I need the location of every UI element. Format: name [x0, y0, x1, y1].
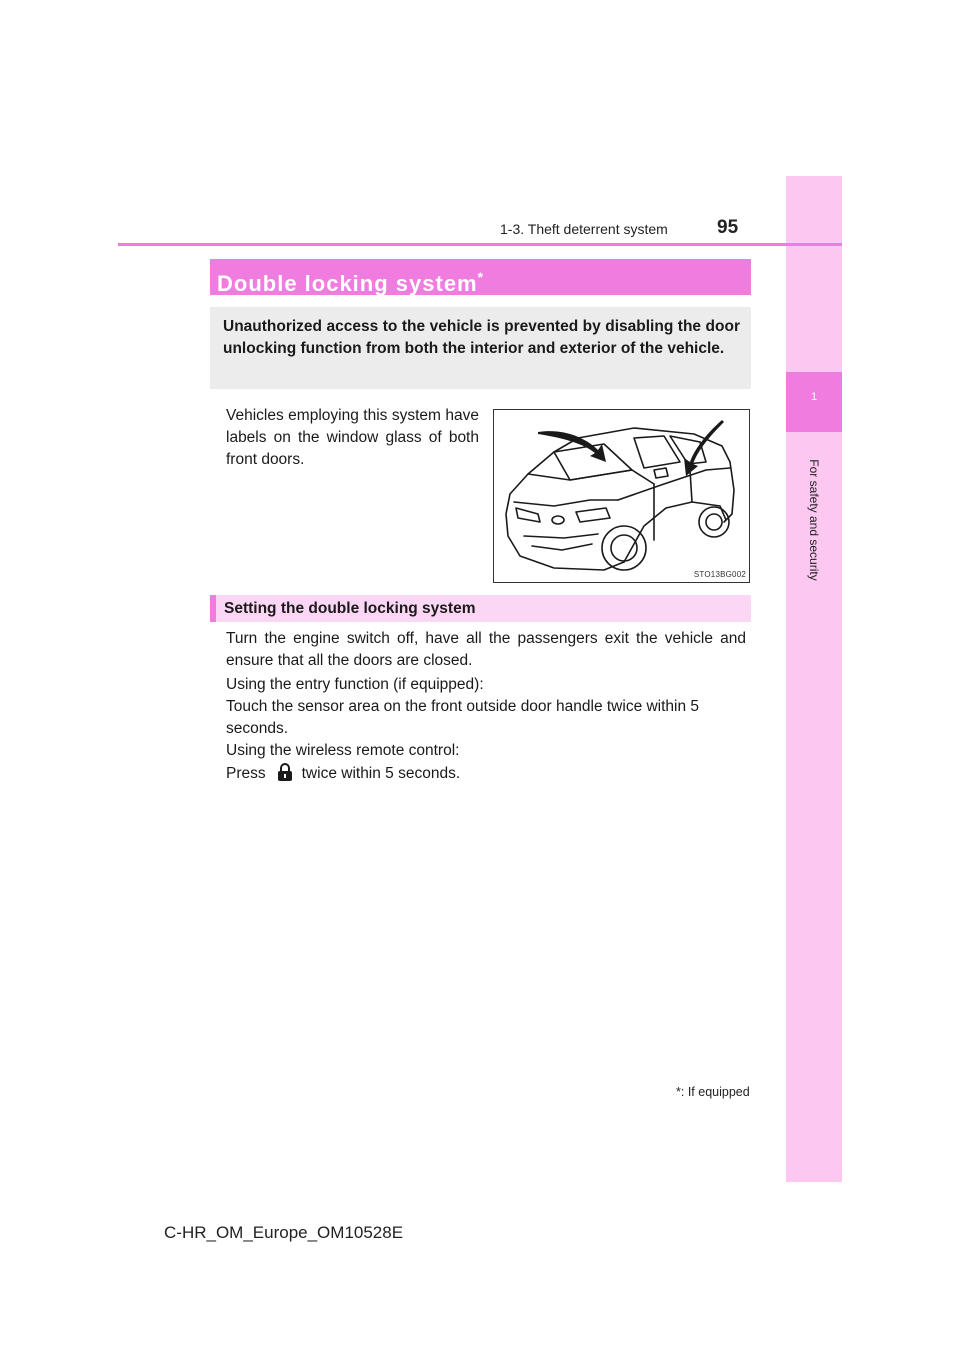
car-illustration-figure — [493, 409, 750, 583]
step-remote-heading: Using the wireless remote control: — [226, 742, 460, 759]
subsection-title: Setting the double locking system — [210, 595, 751, 622]
locking-steps — [226, 674, 746, 785]
step-entry-instruction: Touch the sensor area on the front outside door handle twice within 5 seconds. — [226, 698, 700, 737]
press-text: Press — [226, 765, 266, 782]
paragraph-labels: Vehicles employing this system have labels on the window glass of both front doors. — [226, 407, 479, 468]
chapter-title-vertical: For safety and security — [807, 459, 821, 581]
document-code: C-HR_OM_Europe_OM10528E — [164, 1223, 404, 1242]
page-title — [210, 259, 751, 295]
section-header: 1-3. Theft deterrent system — [500, 221, 668, 237]
chapter-number: 1 — [810, 391, 818, 403]
press-suffix-text: twice within 5 seconds. — [301, 765, 461, 782]
header-divider — [118, 243, 842, 246]
chapter-number-tab[interactable] — [786, 372, 842, 432]
footnote — [676, 1085, 750, 1099]
page-title-text: Double locking system — [217, 271, 478, 296]
if-equipped-mark: * — [477, 269, 485, 285]
intro-summary: Unauthorized access to the vehicle is prevented by disabling the door unlocking function from both the interior and exterior of the vehicle. — [210, 307, 751, 389]
footnote-mark: * — [676, 1085, 681, 1099]
footnote-text: : If equipped — [680, 1085, 750, 1099]
chapter-side-tab — [786, 176, 842, 1182]
car-with-arrows-icon — [494, 410, 749, 582]
lock-icon — [276, 762, 294, 782]
page-number: 95 — [717, 217, 739, 238]
step-remote-instruction — [226, 762, 746, 785]
figure-code: STO13BG002 — [693, 570, 746, 579]
paragraph-preparation: Turn the engine switch off, have all the passengers exit the vehicle and ensure that all the doors are closed. — [226, 630, 746, 669]
step-entry-heading: Using the entry function (if equipped): — [226, 676, 484, 693]
